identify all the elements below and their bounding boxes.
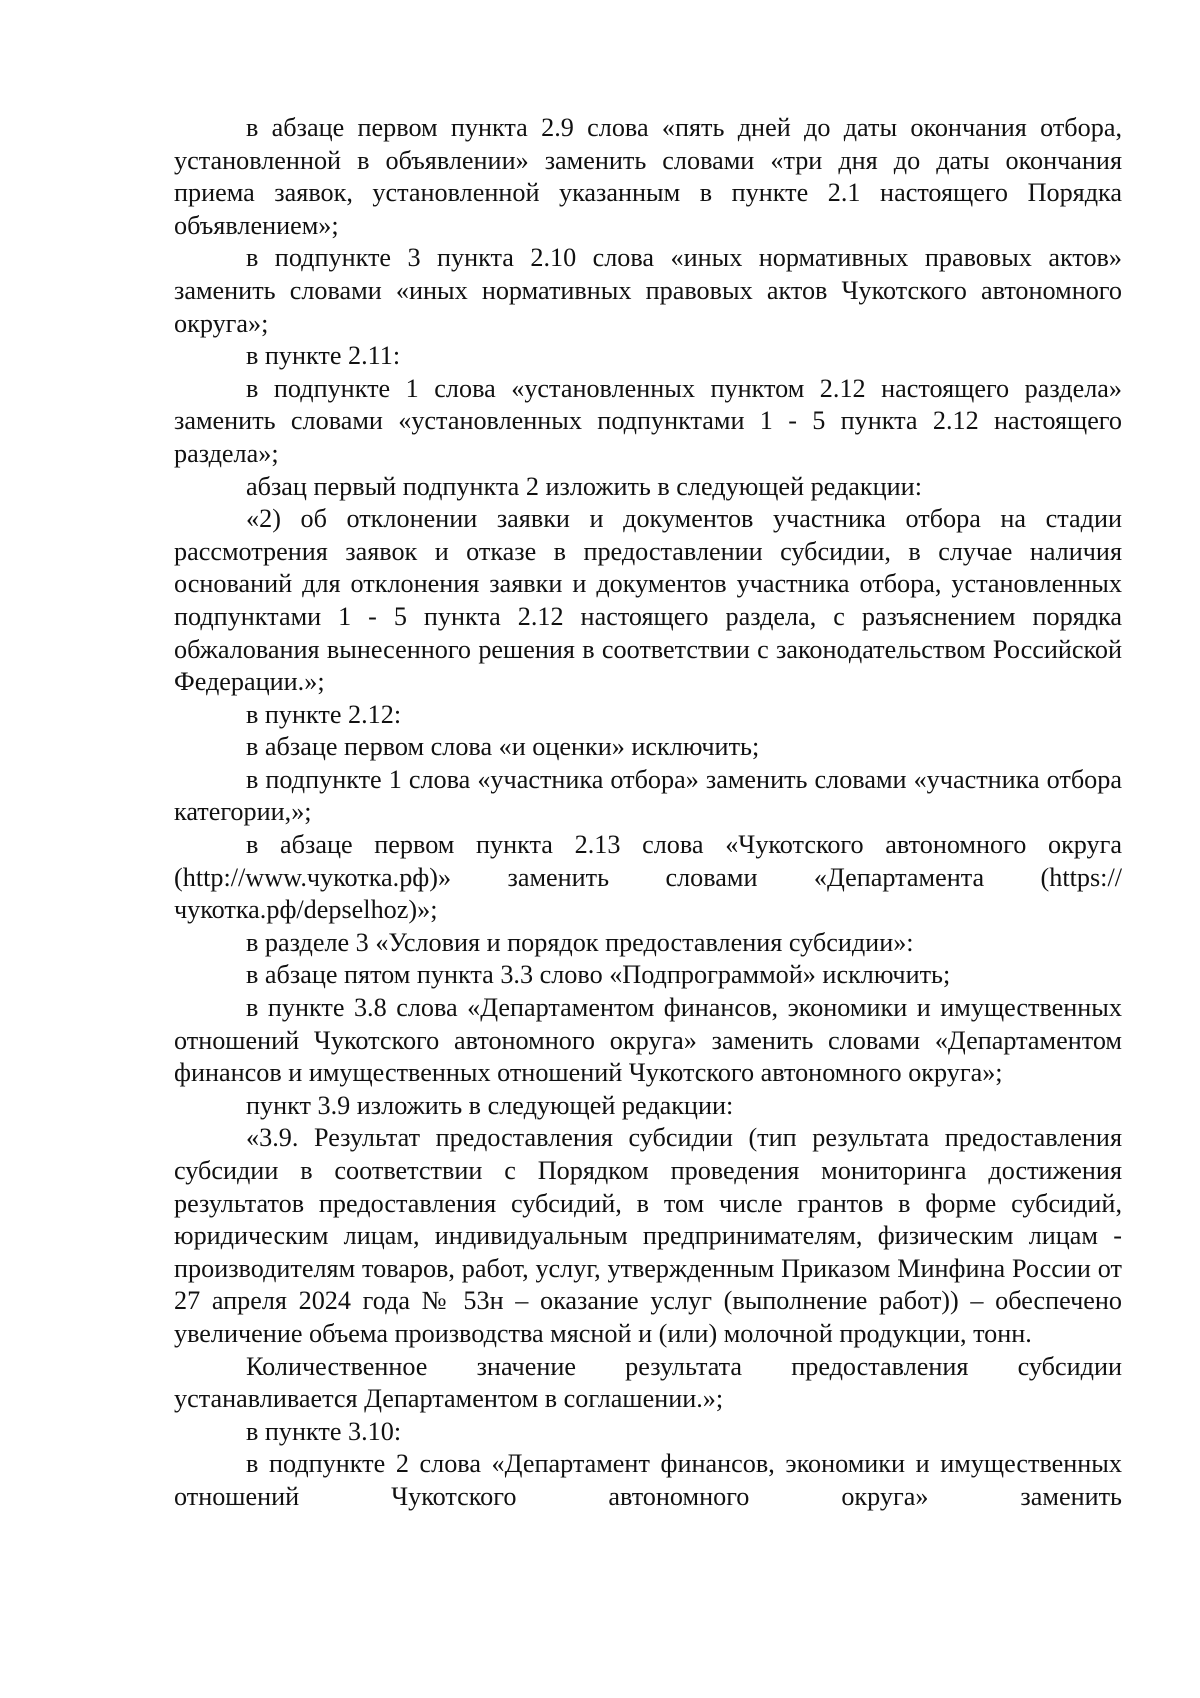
paragraph-3-10-heading: в пункте 3.10: xyxy=(246,1416,402,1446)
paragraph-3-3: в абзаце пятом пункта 3.3 слово «Подпрограммой» исключить; xyxy=(246,960,951,990)
paragraph-2-11-sub2-text: «2) об отклонении заявки и документов участника отбора на стадии рассмотрения заявок и отказе в предоставлении субсидии, в случае наличия оснований для отклонения заявки и документов участника отбора, установленных подпунктами 1 - 5 пункта 2.12 настоящего раздела, с разъяснением порядка обжалования вынесенного решения в соответствии с законодательством Российской Федерации.»; xyxy=(174,504,1122,697)
paragraph-2-12-sub1: в подпункте 1 слова «участника отбора» заменить словами «участника отбора категории,»; xyxy=(174,764,1122,827)
paragraph-2-10: в подпункте 3 пункта 2.10 слова «иных нормативных правовых актов» заменить словами «иных нормативных правовых актов Чукотского автономного округа»; xyxy=(174,243,1122,338)
paragraph-2-12-first: в абзаце первом слова «и оценки» исключить; xyxy=(246,732,760,762)
paragraph-2-12-heading: в пункте 2.12: xyxy=(246,699,402,729)
paragraph-3-10-sub2: в подпункте 2 слова «Департамент финансов, экономики и имущественных отношений Чукотского автономного округа» заменить xyxy=(174,1449,1122,1511)
paragraph-3-9-quantity: Количественное значение результата предоставления субсидии устанавливается Департаментом в соглашении.»; xyxy=(174,1351,1122,1414)
document-page xyxy=(174,112,1122,1514)
paragraph-3-9-intro: пункт 3.9 изложить в следующей редакции: xyxy=(246,1090,734,1120)
paragraph-2-11-sub1: в подпункте 1 слова «установленных пунктом 2.12 настоящего раздела» заменить словами «установленных подпунктами 1 - 5 пункта 2.12 настоящего раздела»; xyxy=(174,373,1122,468)
paragraph-2-11-heading: в пункте 2.11: xyxy=(246,341,401,371)
paragraph-3-9-text: «3.9. Результат предоставления субсидии (тип результата предоставления субсидии в соответствии с Порядком проведения мониторинга достижения результатов предоставления субсидий, в том числе грантов в форме субсидий, юридическим лицам, индивидуальным предпринимателям, физическим лицам - производителям товаров, работ, услуг, утвержденным Приказом Минфина России от 27 апреля 2024 года № 53н – оказание услуг (выполнение работ)) – обеспечено увеличение объема производства мясной и (или) молочной продукции, тонн. xyxy=(174,1123,1122,1348)
paragraph-2-9: в абзаце первом пункта 2.9 слова «пять дней до даты окончания отбора, установленной в объявлении» заменить словами «три дня до даты окончания приема заявок, установленной указанным в пункте 2.1 настоящего Порядка объявлением»; xyxy=(174,113,1122,240)
paragraph-section-3: в разделе 3 «Условия и порядок предоставления субсидии»: xyxy=(246,927,914,957)
paragraph-2-11-sub2-intro: абзац первый подпункта 2 изложить в следующей редакции: xyxy=(246,471,922,501)
paragraph-2-13: в абзаце первом пункта 2.13 слова «Чукотского автономного округа (http://www.чукотка.рф)» заменить словами «Департамента (https://чукотка.рф/depselhoz)»; xyxy=(174,830,1122,925)
paragraph-3-8: в пункте 3.8 слова «Департаментом финансов, экономики и имущественных отношений Чукотского автономного округа» заменить словами «Департаментом финансов и имущественных отношений Чукотского автономного округа»; xyxy=(174,993,1122,1088)
